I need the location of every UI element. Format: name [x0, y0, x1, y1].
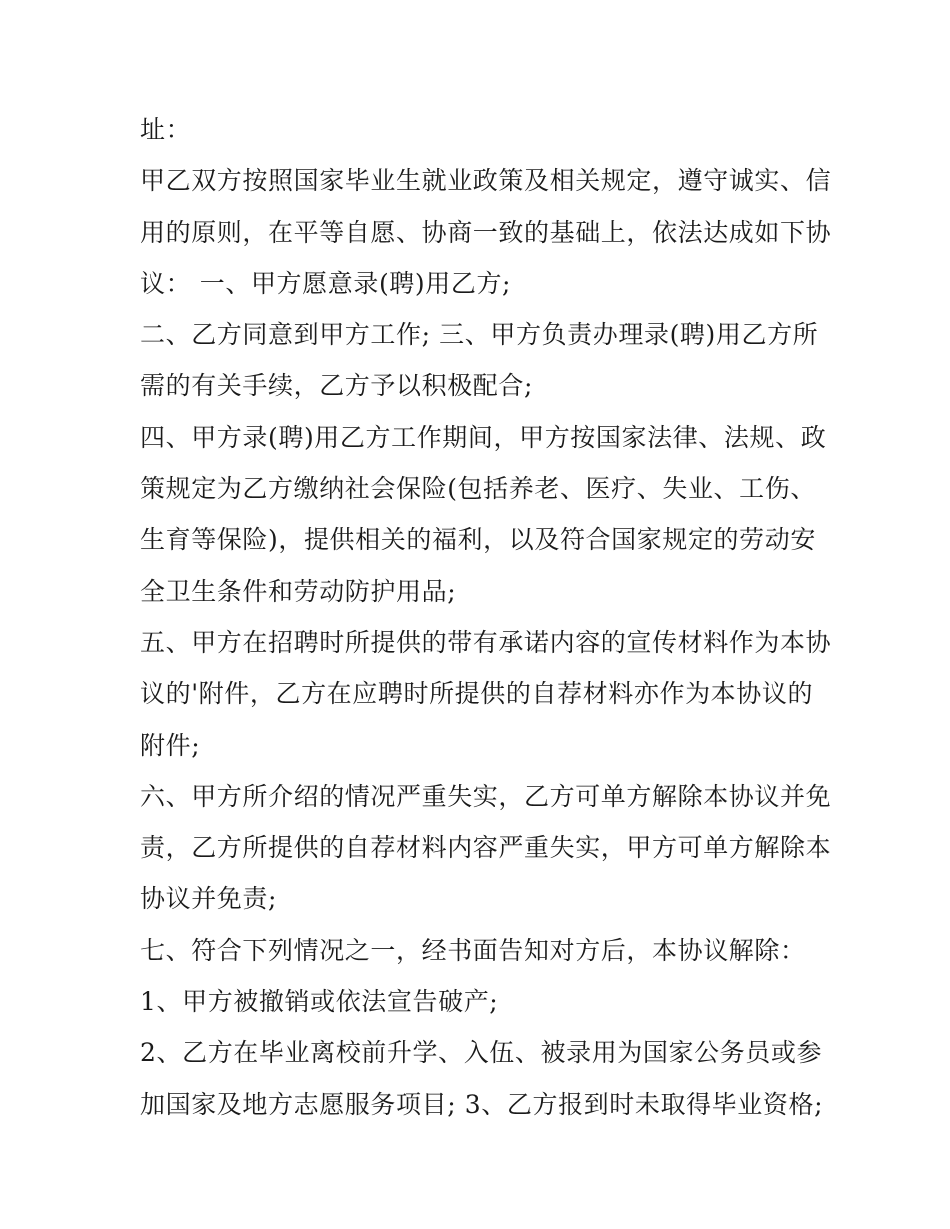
text-line: 六、甲方所介绍的情况严重失实，乙方可单方解除本协议并免: [140, 781, 832, 811]
text-line: 七、符合下列情况之一，经书面告知对方后，本协议解除：: [140, 935, 806, 965]
text-line: 附件;: [140, 730, 201, 760]
text-line: 用的原则，在平等自愿、协商一致的基础上，依法达成如下协: [140, 217, 832, 247]
text-line: 需的有关手续，乙方予以积极配合;: [140, 371, 534, 401]
text-line: 议： 一、甲方愿意录(聘)用乙方;: [140, 268, 512, 298]
text-line: 五、甲方在招聘时所提供的带有承诺内容的宣传材料作为本协: [140, 627, 832, 657]
text-line: 协议并免责;: [140, 884, 278, 914]
text-line: 议的'附件，乙方在应聘时所提供的自荐材料亦作为本协议的: [140, 679, 814, 709]
text-line: 四、甲方录(聘)用乙方工作期间，甲方按国家法律、法规、政: [140, 422, 827, 452]
text-line: 1、甲方被撤销或依法宣告破产;: [140, 987, 499, 1017]
text-line: 甲乙双方按照国家毕业生就业政策及相关规定，遵守诚实、信: [140, 166, 832, 196]
text-line: 加国家及地方志愿服务项目; 3、乙方报到时未取得毕业资格;: [140, 1089, 824, 1119]
text-line: 2、乙方在毕业离校前升学、入伍、被录用为国家公务员或参: [140, 1038, 823, 1068]
text-line: 全卫生条件和劳动防护用品;: [140, 576, 457, 606]
text-line: 生育等保险)，提供相关的福利，以及符合国家规定的劳动安: [140, 525, 816, 555]
text-line: 二、乙方同意到甲方工作; 三、甲方负责办理录(聘)用乙方所: [140, 320, 819, 350]
text-line: 址：: [140, 115, 192, 144]
agreement-body-text: [140, 104, 832, 1130]
text-line: 策规定为乙方缴纳社会保险(包括养老、医疗、失业、工伤、: [140, 474, 816, 504]
text-line: 责，乙方所提供的自荐材料内容严重失实，甲方可单方解除本: [140, 833, 832, 863]
